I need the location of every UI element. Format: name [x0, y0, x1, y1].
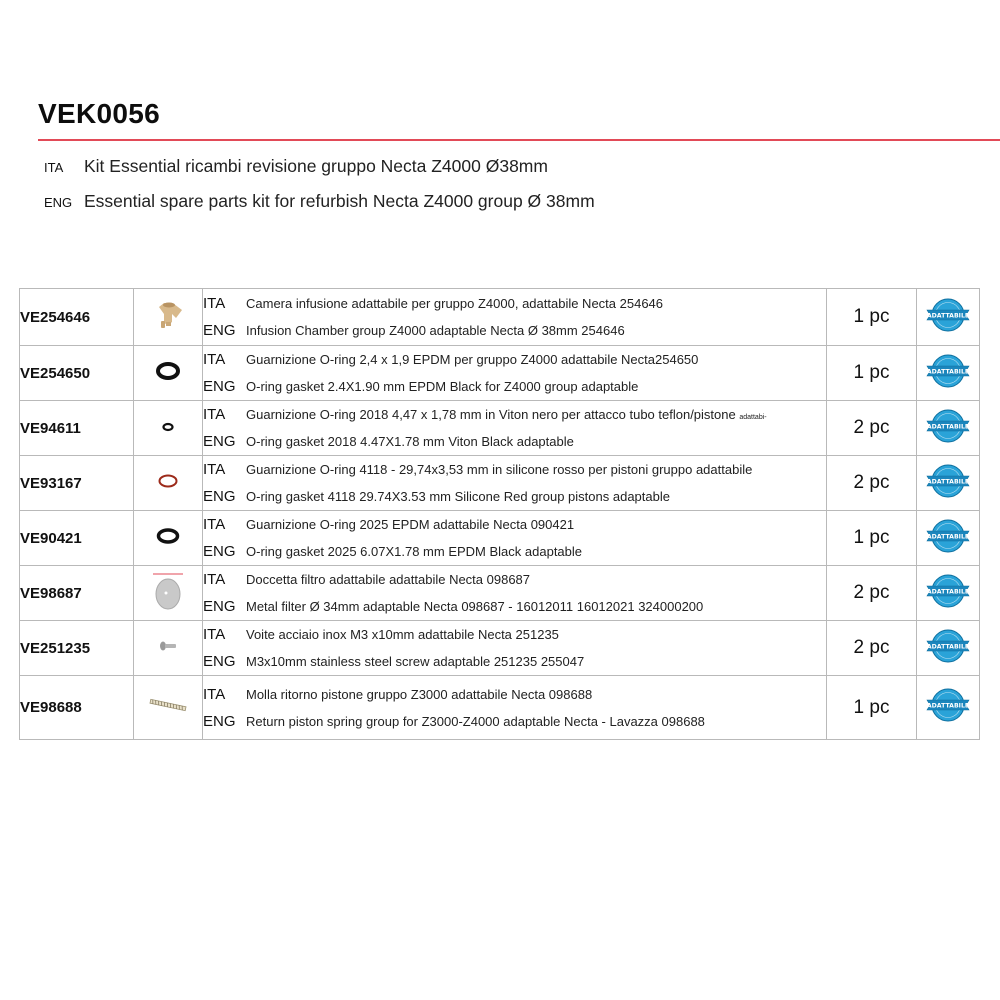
badge-cell: [917, 676, 980, 740]
description-eng-text: O-ring gasket 2025 6.07X1.78 mm EPDM Black adaptable: [246, 544, 583, 559]
description-ita-text: [246, 511, 574, 541]
badge-cell: [917, 511, 980, 566]
part-description: [203, 621, 827, 676]
svg-text:ADATTABILE: ADATTABILE: [926, 533, 970, 540]
language-label-ita: ITA: [203, 685, 226, 703]
description-eng: [203, 648, 826, 675]
badge-cell: [917, 566, 980, 621]
adaptable-badge-icon: [926, 516, 970, 561]
part-quantity: 2 pc: [827, 401, 917, 456]
table-row: [20, 289, 980, 346]
badge-cell: [917, 401, 980, 456]
kit-description-ita: [44, 156, 548, 177]
language-label-eng: ENG: [203, 543, 236, 560]
table-row: [20, 676, 980, 740]
description-ita-main: Molla ritorno pistone gruppo Z3000 adattabile Necta 098688: [246, 686, 593, 702]
part-quantity: 1 pc: [827, 676, 917, 740]
description-eng-text: Metal filter Ø 34mm adaptable Necta 098687 - 16012011 16012021 324000200: [246, 599, 704, 614]
product-code-title: VEK0056: [38, 98, 160, 129]
table-row: [20, 456, 980, 511]
language-label-eng: ENG: [203, 488, 236, 505]
part-image-cell: [134, 621, 203, 676]
description-ita-main: Guarnizione O-ring 2,4 x 1,9 EPDM per gruppo Z4000 adattabile Necta254650: [246, 352, 699, 367]
part-description: [203, 346, 827, 401]
o-ring-red-icon: [157, 473, 179, 494]
part-quantity: 2 pc: [827, 566, 917, 621]
language-label-eng: ENG: [203, 712, 236, 730]
part-image-cell: [134, 401, 203, 456]
part-code: VE94611: [20, 401, 134, 456]
adaptable-badge-icon: [926, 351, 970, 396]
badge-cell: [917, 621, 980, 676]
description-ita: [203, 511, 826, 538]
description-ita-main: Guarnizione O-ring 4118 - 29,74x3,53 mm in silicone rosso per pistoni gruppo adattabile: [246, 462, 753, 477]
part-image-cell: [134, 676, 203, 740]
language-label-ita: ITA: [203, 516, 226, 533]
part-code: VE98687: [20, 566, 134, 621]
part-image-cell: [134, 566, 203, 621]
adaptable-badge-icon: [926, 406, 970, 451]
svg-text:ADATTABILE: ADATTABILE: [926, 423, 970, 430]
title-divider: [38, 139, 1000, 141]
part-quantity: 2 pc: [827, 621, 917, 676]
description-ita: [203, 681, 826, 708]
description-eng: [203, 317, 826, 344]
badge-cell: [917, 456, 980, 511]
description-ita-main: Guarnizione O-ring 2025 EPDM adattabile Necta 090421: [246, 517, 575, 532]
part-description: [203, 566, 827, 621]
description-eng: [203, 483, 826, 510]
o-ring-black-thick-icon: [156, 362, 180, 385]
description-eng: [203, 428, 826, 455]
part-image-cell: [134, 456, 203, 511]
o-ring-black-small-icon: [161, 419, 175, 437]
description-eng: [203, 593, 826, 620]
part-code: VE93167: [20, 456, 134, 511]
part-code: VE254646: [20, 289, 134, 346]
part-description: [203, 401, 827, 456]
description-ita: [203, 346, 826, 373]
adaptable-badge-icon: [926, 295, 970, 340]
language-label-eng: ENG: [203, 653, 236, 670]
language-label-eng: ENG: [203, 322, 236, 339]
part-image-cell: [134, 511, 203, 566]
part-description: [203, 676, 827, 740]
parts-table: [19, 288, 980, 740]
part-code: VE90421: [20, 511, 134, 566]
description-ita-overflow: adattabi-: [739, 414, 767, 421]
adaptable-badge-icon: [926, 685, 970, 730]
part-code: VE251235: [20, 621, 134, 676]
part-code: VE98688: [20, 676, 134, 740]
screw-icon: [158, 639, 178, 658]
adaptable-badge-icon: [926, 461, 970, 506]
description-ita-text: [246, 401, 767, 431]
description-ita-main: Doccetta filtro adattabile adattabile Necta 098687: [246, 572, 531, 587]
description-eng-text: O-ring gasket 2018 4.47X1.78 mm Viton Black adaptable: [246, 434, 574, 449]
part-image-cell: [134, 289, 203, 346]
badge-cell: [917, 289, 980, 346]
svg-text:ADATTABILE: ADATTABILE: [926, 643, 970, 650]
language-label-ita: ITA: [203, 626, 226, 643]
svg-text:ADATTABILE: ADATTABILE: [926, 478, 970, 485]
language-label-ita: ITA: [203, 461, 226, 478]
description-ita-text: [246, 681, 592, 711]
description-eng: [203, 538, 826, 565]
adaptable-badge-icon: [926, 626, 970, 671]
part-code: VE254650: [20, 346, 134, 401]
language-label-eng: ENG: [203, 598, 236, 615]
table-row: [20, 401, 980, 456]
description-ita: [203, 290, 826, 317]
svg-text:ADATTABILE: ADATTABILE: [926, 368, 970, 375]
spring-icon: [147, 697, 189, 718]
part-quantity: 1 pc: [827, 289, 917, 346]
svg-text:ADATTABILE: ADATTABILE: [926, 588, 970, 595]
badge-cell: [917, 346, 980, 401]
description-ita-text: [246, 346, 698, 376]
metal-filter-icon: [148, 569, 188, 618]
part-quantity: 1 pc: [827, 346, 917, 401]
language-label-ita: ITA: [203, 571, 226, 588]
kit-description-ita-text: Kit Essential ricambi revisione gruppo Necta Z4000 Ø38mm: [84, 156, 548, 176]
table-row: [20, 346, 980, 401]
description-eng-text: Return piston spring group for Z3000-Z4000 adaptable Necta - Lavazza 098688: [246, 713, 705, 729]
description-ita: [203, 621, 826, 648]
part-image-cell: [134, 346, 203, 401]
part-description: [203, 511, 827, 566]
description-ita-text: [246, 566, 530, 596]
table-row: [20, 621, 980, 676]
description-ita-text: [246, 621, 559, 651]
description-ita: [203, 566, 826, 593]
description-eng-text: O-ring gasket 2.4X1.90 mm EPDM Black for Z4000 group adaptable: [246, 379, 639, 394]
kit-description-eng-text: Essential spare parts kit for refurbish Necta Z4000 group Ø 38mm: [84, 191, 595, 211]
description-ita: [203, 401, 826, 428]
description-eng-text: Infusion Chamber group Z4000 adaptable Necta Ø 38mm 254646: [246, 323, 625, 338]
language-label-eng: ENG: [203, 378, 236, 395]
description-eng-text: O-ring gasket 4118 29.74X3.53 mm Silicone Red group pistons adaptable: [246, 489, 670, 504]
description-eng: [203, 708, 826, 735]
part-description: [203, 289, 827, 346]
kit-description-eng: [44, 191, 595, 212]
svg-text:ADATTABILE: ADATTABILE: [926, 312, 970, 319]
language-label-eng: ENG: [44, 195, 73, 210]
language-label-eng: ENG: [203, 433, 236, 450]
description-ita-main: Guarnizione O-ring 2018 4,47 x 1,78 mm in Viton nero per attacco tubo teflon/pistone: [246, 407, 736, 422]
description-ita-main: Camera infusione adattabile per gruppo Z4000, adattabile Necta 254646: [246, 296, 664, 311]
part-quantity: 1 pc: [827, 511, 917, 566]
description-eng-text: M3x10mm stainless steel screw adaptable 251235 255047: [246, 654, 585, 669]
description-ita-text: [246, 456, 752, 486]
description-ita-main: Voite acciaio inox M3 x10mm adattabile Necta 251235: [246, 627, 559, 642]
infusion-chamber-icon: [150, 298, 186, 337]
part-quantity: 2 pc: [827, 456, 917, 511]
table-row: [20, 566, 980, 621]
language-label-ita: ITA: [44, 160, 64, 175]
description-ita: [203, 456, 826, 483]
svg-text:ADATTABILE: ADATTABILE: [926, 702, 970, 710]
language-label-ita: ITA: [203, 351, 226, 368]
table-row: [20, 511, 980, 566]
language-label-ita: ITA: [203, 295, 226, 312]
description-eng: [203, 373, 826, 400]
adaptable-badge-icon: [926, 571, 970, 616]
description-ita-text: [246, 290, 663, 320]
o-ring-black-icon: [156, 527, 180, 550]
language-label-ita: ITA: [203, 406, 226, 423]
part-description: [203, 456, 827, 511]
